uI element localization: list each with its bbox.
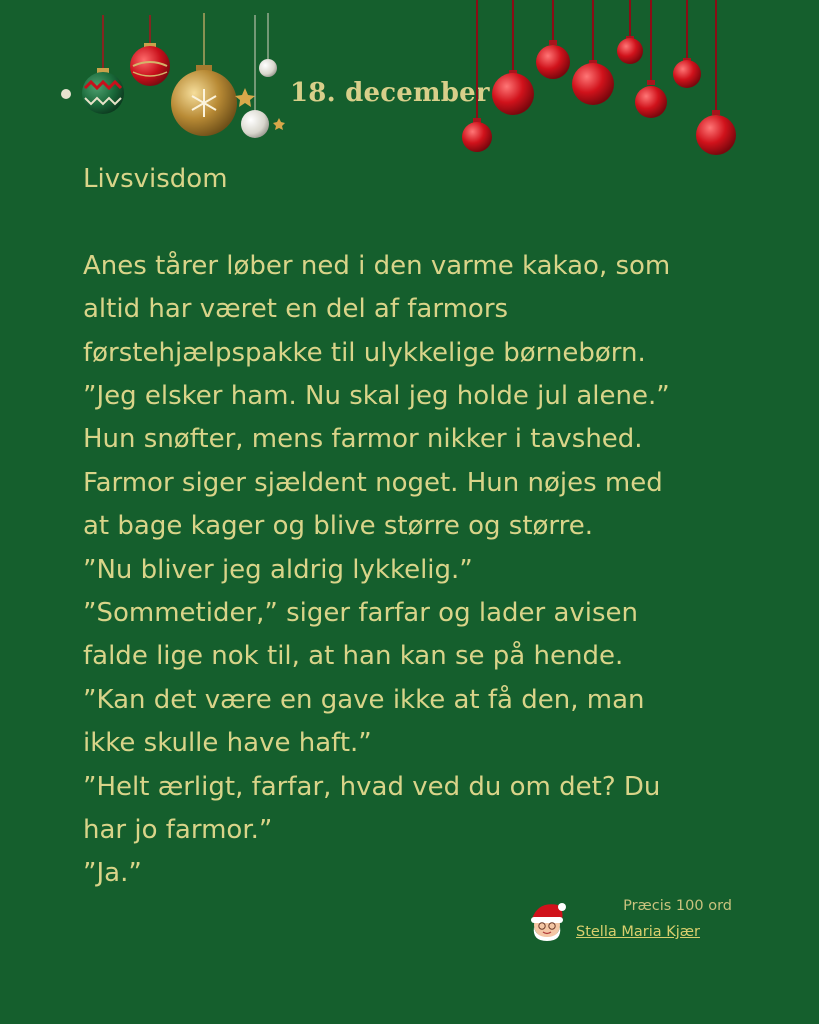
author-link[interactable]: Stella Maria Kjær xyxy=(576,924,700,940)
signature xyxy=(524,893,754,953)
story-line: førstehjælpspakke til ulykkelige børnebørn. xyxy=(83,337,646,368)
story-line: Hun snøfter, mens farmor nikker i tavshed. xyxy=(83,424,643,455)
story-line: Farmor siger sjældent noget. Hun nøjes med xyxy=(83,467,663,498)
story-line: ”Jeg elsker ham. Nu skal jeg holde jul alene.” xyxy=(83,381,670,412)
story-line: har jo farmor.” xyxy=(83,815,273,846)
story-line: ”Nu bliver jeg aldrig lykkelig.” xyxy=(83,554,473,585)
story-line: Anes tårer løber ned i den varme kakao, som xyxy=(83,250,671,281)
story-line: falde lige nok til, at han kan se på hende. xyxy=(83,641,624,672)
story-line: ”Kan det være en gave ikke at få den, man xyxy=(83,684,645,715)
red-baubles-icon xyxy=(455,0,745,165)
story xyxy=(83,158,783,896)
story-line: ikke skulle have haft.” xyxy=(83,728,372,759)
date-title: 18. december xyxy=(290,78,490,108)
spacer xyxy=(83,201,783,244)
story-line: ”Helt ærligt, farfar, hvad ved du om det? Du xyxy=(83,771,661,802)
story-line: ”Ja.” xyxy=(83,858,142,889)
santa-avatar-icon xyxy=(524,897,570,943)
story-title: Livsvisdom xyxy=(83,164,228,194)
story-line: altid har været en del af farmors xyxy=(83,294,509,325)
christmas-ornaments-icon xyxy=(55,10,290,145)
story-line: ”Sommetider,” siger farfar og lader avisen xyxy=(83,598,639,629)
story-line: at bage kager og blive større og større. xyxy=(83,511,594,542)
word-count: Præcis 100 ord xyxy=(623,898,732,914)
